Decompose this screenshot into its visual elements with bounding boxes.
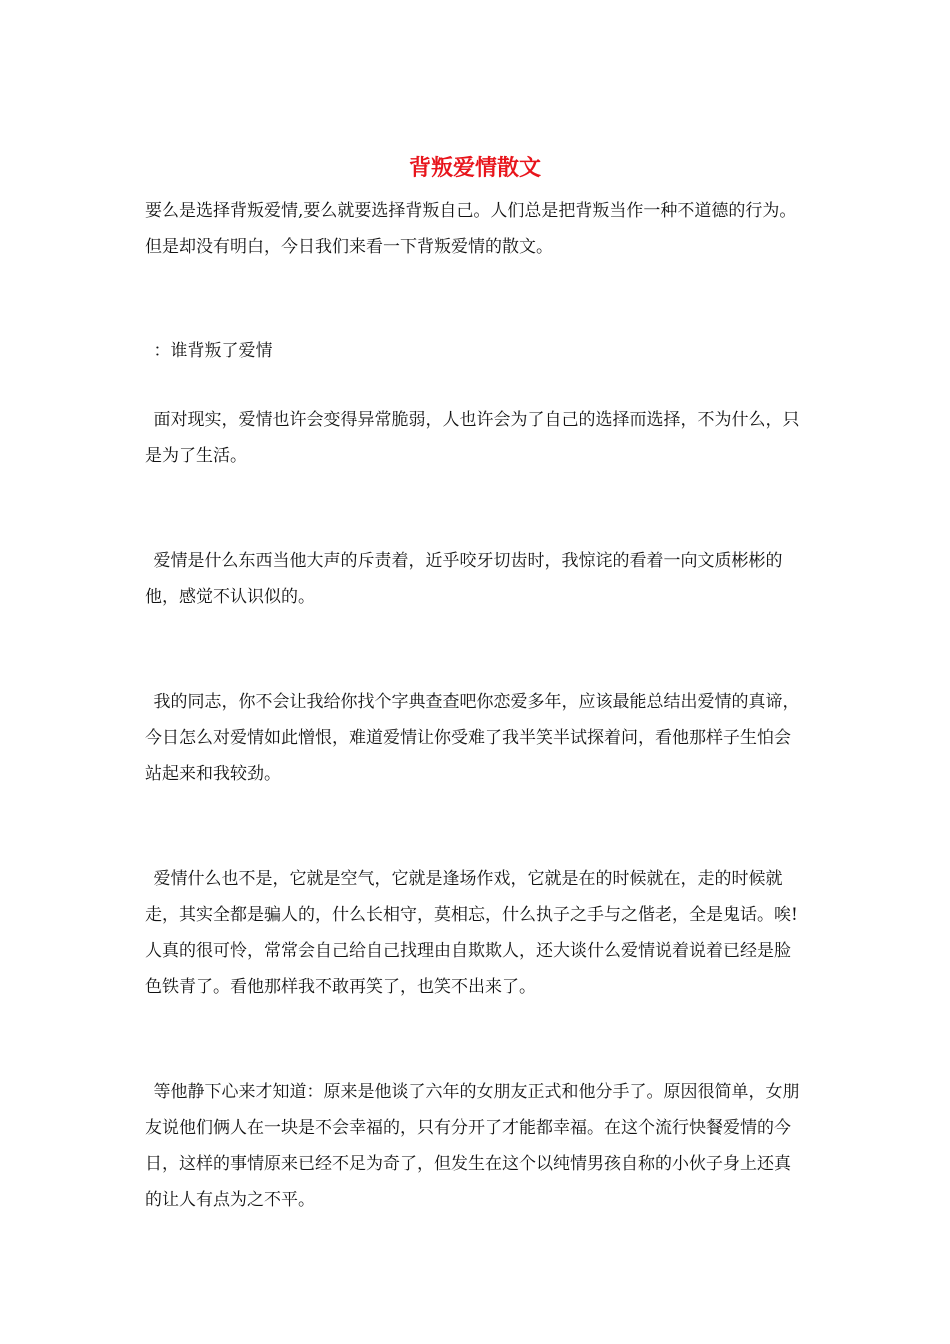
body-paragraph: 我的同志，你不会让我给你找个字典查查吧你恋爱多年，应该最能总结出爱情的真谛，今日怎么对爱情如此憎恨，难道爱情让你受难了我半笑半试探着问，看他那样子生怕会站起来和我较劲。 [145,692,800,784]
section-heading: ：谁背叛了爱情 [153,341,273,361]
document-title: 背叛爱情散文 [408,155,541,181]
body-paragraph: 爱情什么也不是，它就是空气，它就是逢场作戏，它就是在的时候就在，走的时候就走，其实全都是骗人的，什么长相守，莫相忘，什么执子之手与之偕老，全是鬼话。唉!人真的很可怜，常常会自己给自己找理由自欺欺人，还大谈什么爱情说着说着已经是脸色铁青了。看他那样我不敢再笑了，也笑不出来了。 [145,869,798,997]
body-paragraph: 等他静下心来才知道：原来是他谈了六年的女朋友正式和他分手了。原因很简单，女朋友说他们俩人在一块是不会幸福的，只有分开了才能都幸福。在这个流行快餐爱情的今日，这样的事情原来已经不足为奇了，但发生在这个以纯情男孩自称的小伙子身上还真的让人有点为之不平。 [145,1082,800,1210]
body-paragraph: 爱情是什么东西当他大声的斥责着，近乎咬牙切齿时，我惊诧的看着一向文质彬彬的他，感觉不认识似的。 [145,551,783,607]
intro-paragraph: 要么是选择背叛爱情,要么就要选择背叛自己。人们总是把背叛当作一种不道德的行为。但是却没有明白，今日我们来看一下背叛爱情的散文。 [145,201,797,257]
body-paragraph: 面对现实，爱情也许会变得异常脆弱，人也许会为了自己的选择而选择，不为什么，只是为了生活。 [145,410,800,466]
